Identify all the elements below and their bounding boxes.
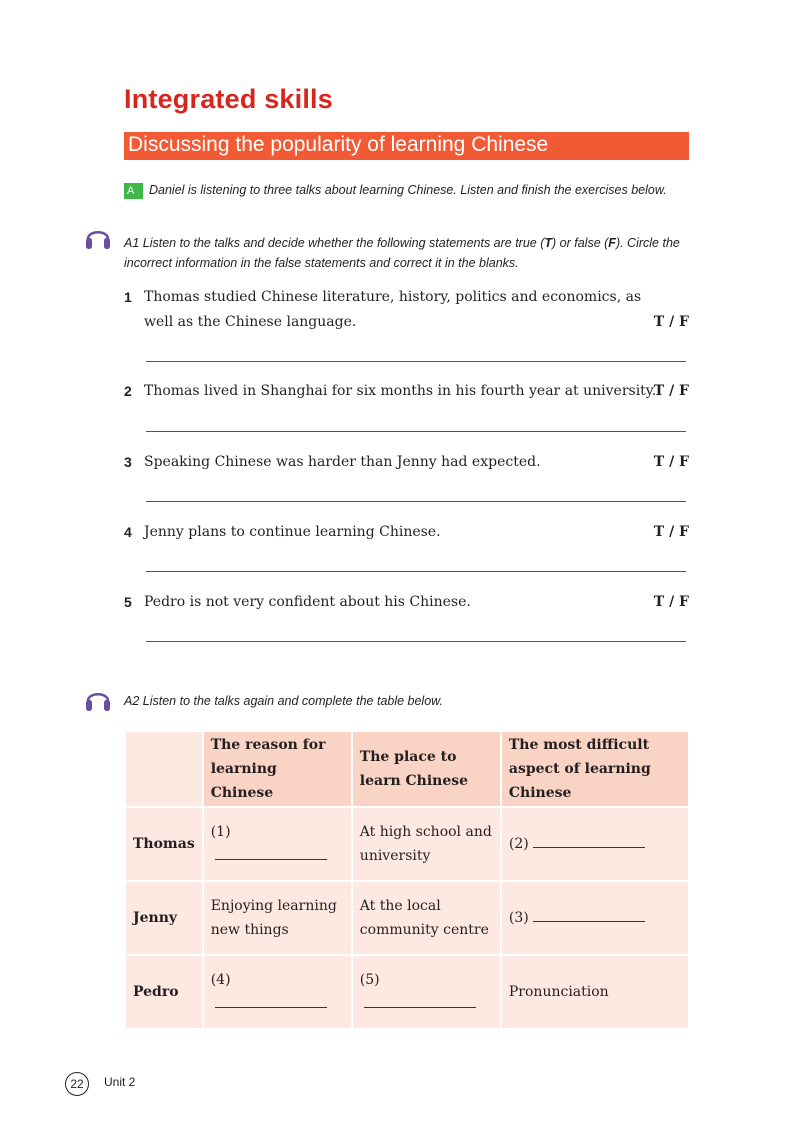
true-false-choice[interactable]: T / F: [653, 383, 689, 399]
true-false-choice[interactable]: T / F: [653, 594, 689, 610]
table-cell: Pronunciation: [501, 955, 689, 1029]
row-name: Jenny: [125, 881, 203, 955]
page-number: 22: [65, 1072, 89, 1096]
question-text: Jenny plans to continue learning Chinese.: [144, 524, 441, 540]
question-4: [124, 520, 689, 546]
question-text: Thomas lived in Shanghai for six months in his fourth year at university.: [144, 383, 657, 399]
blank-label: (1): [210, 824, 231, 840]
answer-line-3[interactable]: [146, 501, 686, 502]
question-text: Thomas studied Chinese literature, history, politics and economics, as well as the Chinese language.: [144, 289, 642, 330]
a2-instruction: A2 Listen to the talks again and complete the table below.: [124, 694, 443, 708]
question-5: [124, 590, 689, 616]
answer-line-5[interactable]: [146, 641, 686, 642]
section-banner-text: Discussing the popularity of learning Chinese: [128, 133, 549, 156]
table-cell: At high school and university: [352, 807, 501, 881]
row-name: Thomas: [125, 807, 203, 881]
blank-label: (5): [359, 972, 380, 988]
blank-line[interactable]: [215, 845, 327, 860]
question-text: Speaking Chinese was harder than Jenny had expected.: [144, 454, 541, 470]
answer-line-2[interactable]: [146, 431, 686, 432]
a1-instruction-part3: ). Circle the incorrect information in the false statements and correct it in the blanks.: [124, 236, 680, 270]
section-a-text: Daniel is listening to three talks about learning Chinese. Listen and finish the exercises below.: [149, 183, 667, 197]
headphones-icon: [83, 684, 113, 714]
a1-true-letter: T: [544, 236, 553, 250]
table-header-cell: The place to learn Chinese: [352, 731, 501, 807]
question-text: Pedro is not very confident about his Chinese.: [144, 594, 471, 610]
table-row: [125, 807, 689, 881]
unit-label: Unit 2: [104, 1075, 136, 1089]
row-name: Pedro: [125, 955, 203, 1029]
blank-cell[interactable]: [501, 807, 689, 881]
blank-cell[interactable]: [203, 955, 352, 1029]
question-number: 3: [124, 454, 132, 470]
true-false-choice[interactable]: T / F: [653, 454, 689, 470]
answer-line-4[interactable]: [146, 571, 686, 572]
table-cell: At the local community centre: [352, 881, 501, 955]
question-2: [124, 379, 689, 405]
blank-line[interactable]: [215, 993, 327, 1008]
blank-cell[interactable]: [352, 955, 501, 1029]
question-number: 5: [124, 594, 132, 610]
blank-line[interactable]: [533, 907, 645, 922]
answer-table: [124, 730, 690, 1030]
a1-false-letter: F: [608, 236, 616, 250]
table-row: [125, 955, 689, 1029]
headphones-icon: [83, 222, 113, 252]
a1-instruction-part2: ) or false (: [552, 236, 609, 250]
blank-label: (3): [508, 910, 529, 926]
blank-label: (4): [210, 972, 231, 988]
true-false-choice[interactable]: T / F: [653, 524, 689, 540]
question-1: [124, 285, 689, 337]
blank-line[interactable]: [364, 993, 476, 1008]
blank-cell[interactable]: [501, 881, 689, 955]
question-number: 2: [124, 383, 132, 399]
true-false-choice[interactable]: T / F: [653, 314, 689, 330]
table-cell: Enjoying learning new things: [203, 881, 352, 955]
answer-line-1[interactable]: [146, 361, 686, 362]
page-title: Integrated skills: [124, 84, 333, 114]
table-header-cell: The most difficult aspect of learning Chinese: [501, 731, 689, 807]
section-a-intro: [124, 180, 684, 200]
blank-cell[interactable]: [203, 807, 352, 881]
section-banner: [124, 132, 689, 160]
table-row: [125, 881, 689, 955]
a1-instruction-part1: A1 Listen to the talks and decide whether the following statements are true (: [124, 236, 545, 250]
blank-label: (2): [508, 836, 529, 852]
question-number: 1: [124, 289, 132, 305]
question-3: [124, 450, 689, 476]
blank-line[interactable]: [533, 833, 645, 848]
question-number: 4: [124, 524, 132, 540]
table-header-cell: The reason for learning Chinese: [203, 731, 352, 807]
a1-instruction: [124, 233, 684, 273]
section-a-badge: A: [124, 183, 143, 199]
table-corner-cell: [125, 731, 203, 807]
table-header-row: [125, 731, 689, 807]
